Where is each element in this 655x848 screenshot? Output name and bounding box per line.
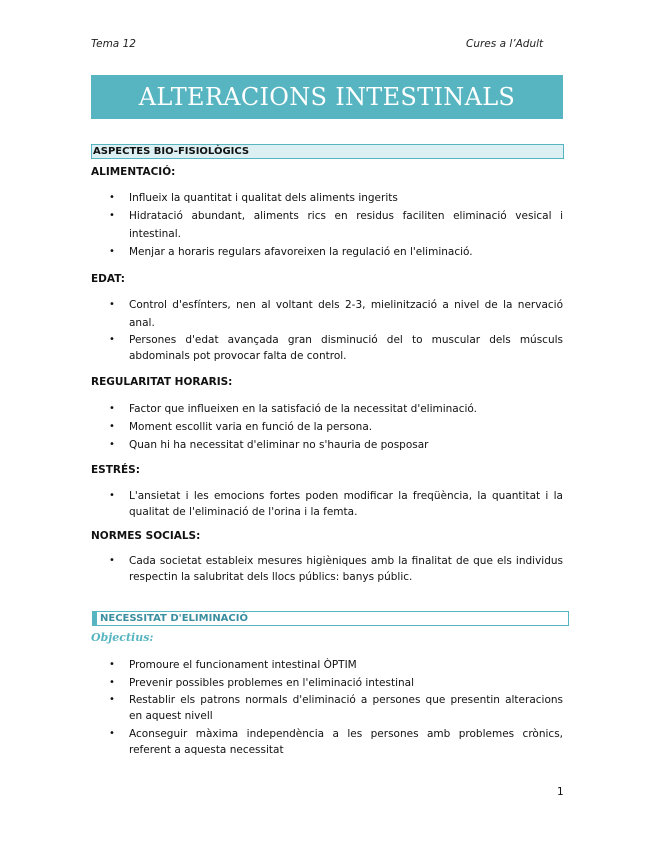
subheading-normes: NORMES SOCIALS:: [91, 530, 201, 542]
list-item: • Promoure el funcionament intestinal ÒPTIM: [91, 656, 563, 674]
subheading-regularitat: REGULARITAT HORARIS:: [91, 376, 233, 388]
objectives-label: Objectius:: [91, 631, 154, 644]
list-item: • Hidratació abundant, aliments rics en residus faciliten eliminació vesical i intestinal.: [91, 207, 563, 243]
list-objectives: [91, 656, 563, 760]
list-item: • Cada societat estableix mesures higièniques amb la finalitat de que els individus respectin la salubritat dels llocs públics: banys públic.: [91, 553, 563, 585]
list-item: • Restablir els patrons normals d'eliminació a persones que presentin alteracions en aquest nivell: [91, 692, 563, 724]
list-item: • Aconseguir màxima independència a les persones amb problemes crònics, referent a aquesta necessitat: [91, 726, 563, 758]
list-item: • Influeix la quantitat i qualitat dels aliments ingerits: [91, 189, 563, 207]
list-alimentacio: [91, 189, 563, 261]
list-normes: [91, 553, 563, 587]
section-heading-bio: ASPECTES BIO-FISIOLÒGICS: [91, 144, 564, 159]
header-course: Cures a l’Adult: [466, 38, 544, 50]
list-item: • Control d'esfínters, nen al voltant dels 2-3, mielinització a nivel de la nervació anal.: [91, 296, 563, 332]
list-item: • L'ansietat i les emocions fortes poden modificar la freqüència, la quantitat i la qualitat de l'eliminació de l'orina i la femta.: [91, 488, 563, 520]
list-estres: [91, 488, 563, 522]
list-item: • Quan hi ha necessitat d'eliminar no s'hauria de posposar: [91, 436, 563, 454]
document-title: ALTERACIONS INTESTINALS: [91, 75, 563, 119]
list-regularitat: [91, 400, 563, 454]
list-item: • Moment escollit varia en funció de la persona.: [91, 418, 563, 436]
list-edat: [91, 296, 563, 366]
list-item: • Prevenir possibles problemes en l'eliminació intestinal: [91, 674, 563, 692]
subheading-edat: EDAT:: [91, 273, 125, 285]
subheading-estres: ESTRÉS:: [91, 464, 140, 476]
section-heading-eliminacio: [92, 611, 569, 626]
list-item: • Persones d'edat avançada gran disminució del to muscular dels músculs abdominals pot provocar falta de control.: [91, 332, 563, 364]
subheading-alimentacio: ALIMENTACIÓ:: [91, 166, 176, 178]
page-number: 1: [557, 786, 564, 798]
header-topic: Tema 12: [91, 38, 136, 50]
list-item: • Menjar a horaris regulars afavoreixen la regulació en l'eliminació.: [91, 243, 563, 261]
list-item: • Factor que influeixen en la satisfació de la necessitat d'eliminació.: [91, 400, 563, 418]
accent-bar: [93, 612, 97, 625]
section-heading-text: NECESSITAT D'ELIMINACIÓ: [100, 613, 248, 624]
